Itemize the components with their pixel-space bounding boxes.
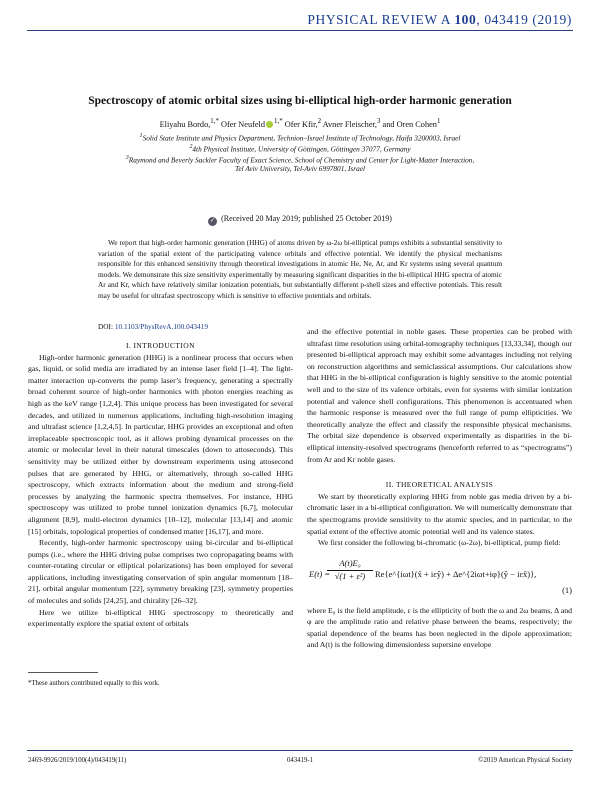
doi-label: DOI: bbox=[98, 322, 115, 331]
affiliation-text: 4th Physical Institute, University of Göttingen, Göttingen 37077, Germany bbox=[192, 144, 411, 154]
footer-copyright: ©2019 American Physical Society bbox=[478, 757, 572, 764]
footer-rule bbox=[27, 750, 573, 751]
paragraph: Recently, high-order harmonic spectroscopy using bi-circular and bi-elliptical pumps (i.e., where the HHG driving pulse comprises two copropagating beams with counter-rotating circular or elliptical polarizations) has been employed for several applications, including investigating conservation of spin angular momentum [18–21], orbital angular momentum [22], symmetry breaking [23], symmetry properties of molecules and solids [24,25], and chirality [26–32]. bbox=[28, 538, 293, 606]
header-rule bbox=[27, 30, 573, 31]
author-neufeld[interactable]: Ofer Neufeld bbox=[221, 119, 266, 129]
journal-header bbox=[307, 12, 572, 28]
paragraph: and the effective potential in noble gases. These properties can be probed with ultrafast time resolution using orbital-tomography techniques [13,33,34], though our presented bi-elliptical approach may exhibit some advantages including not relying on reconstruction algorithms and semiclassical assumptions. Our calculations show that HHG in the bi-elliptical configuration is highly sensitive to the atomic potential well and to the size of its valence orbitals, even for systems with similar ionization potential and valence shell configurations. This phenomenon is accentuated when the harmonic response is measured over the full range of pump ellipticities. We theoretically analyze the effect and classify the responsible physical mechanisms. The orbital size dependence is observed experimentally as disparities in the bi-elliptical intensity-resolved spectrograms (henceforth referred to as “spectrograms”) from Ar and Kr noble gases. bbox=[307, 327, 572, 464]
affiliation-text: Tel Aviv University, Tel-Aviv 6997801, Israel bbox=[234, 164, 366, 173]
equation-numerator: A(t)E₀ bbox=[327, 558, 373, 572]
paragraph: We first consider the following bi-chromatic (ω-2ω), bi-elliptical, pump field: bbox=[318, 538, 561, 548]
affiliation-number: 3 bbox=[125, 155, 129, 161]
author-fleischer[interactable]: Avner Fleischer, bbox=[322, 119, 378, 129]
footnote-rule bbox=[28, 672, 98, 673]
author-bordo[interactable]: Eliyahu Bordo, bbox=[159, 119, 211, 129]
equation-lhs: E(t) = bbox=[309, 568, 331, 579]
author-mark: 3 bbox=[377, 118, 381, 125]
abstract: We report that high-order harmonic generation (HHG) of atoms driven by ω-2ω bi-elliptical pumps exhibits a substantial sensitivity to variation of the spatial extent of the participating valence orbitals and effective potential. We identify the physical mechanisms responsible for this enhanced sensitivity through theoretical investigations in atomic He, Ne, Ar, and Kr systems using several quantum models. We demonstrate this size sensitivity experimentally by measuring significant disparities in the bi-elliptical HHG spectra of atomic Ar and Kr, which have relatively similar ionization potentials, but substantially different p-shell sizes and effective potentials. This result may be useful for ultrafast spectroscopy which is sensitive to effective potentials and orbitals. bbox=[98, 238, 502, 300]
article-info: , 043419 (2019) bbox=[476, 12, 572, 27]
paragraph: where E₀ is the field amplitude, ε is the ellipticity of both the ω and 2ω beams, Δ and φ are the amplitude ratio and relative phase between the beams, respectively; the spatial dependence of the beams has been neglected in the dipole approximation; and A(t) is the following dimensionless supersine envelope bbox=[307, 605, 572, 650]
section-heading-theoretical-analysis: II. THEORETICAL ANALYSIS bbox=[385, 480, 494, 490]
paper-title: Spectroscopy of atomic orbital sizes using bi-elliptical high-order harmonic generation bbox=[88, 95, 512, 107]
received-dates bbox=[0, 214, 600, 226]
equation-denominator: √(1 + ε²) bbox=[334, 571, 366, 582]
footer-page-number: 043419-1 bbox=[286, 757, 314, 764]
paragraph: We start by theoretically exploring HHG from noble gas media driven by a bi-chromatic laser in a bi-elliptical configuration. We will numerically demonstrate that the spectrograms provide sensitivity to the atomic species, and in particular, to the spatial extent of the effective atomic potential well and its valence states. bbox=[307, 491, 572, 536]
author-list bbox=[0, 118, 600, 129]
affiliation-text: Raymond and Beverly Sackler Faculty of Exact Science, School of Chemistry and Center for Light-Matter Interaction, bbox=[128, 155, 475, 165]
affiliation-text: Solid State Institute and Physics Department, Technion–Israel Institute of Technology, Haifa 3200003, Israel bbox=[142, 133, 461, 143]
equation-fraction bbox=[327, 558, 373, 583]
paragraph: Here we utilize bi-elliptical HHG spectroscopy to theoretically and experimentally explore the spatial extent of orbitals bbox=[28, 607, 293, 629]
author-kfir[interactable]: Ofer Kfir, bbox=[284, 119, 318, 129]
author-mark: 1,* bbox=[210, 118, 219, 125]
doi-line bbox=[98, 322, 208, 331]
orcid-icon[interactable] bbox=[266, 121, 273, 128]
author-cohen[interactable]: and Oren Cohen bbox=[382, 119, 437, 129]
paragraph: High-order harmonic generation (HHG) is a nonlinear process that occurs when gas, liquid, or solid media are irradiated by an intense laser field [1–4]. The light-matter interaction up-converts the pump laser’s frequency, generating a spectrally broad coherent source of high-order harmonics with photon energies reaching as high as the keV range [1,2,4]. This unique process has been investigated for several decades, and utilized in numerous applications, including high-resolution imaging and ultrafast science [1,2,4,5]. In particular, HHG provides an exceptional and often irreplaceable spectroscopic tool, as it allows probing dynamical processes on the atomic or molecular level in their natural timescales (down to attoseconds). This sensitivity may be utilized either by downstream experiments using attosecond pulses that are generated by HHG, or alternatively, through so-called HHG spectroscopy, which extracts information about the medium and strong-field processes by analyzing the harmonic spectra themselves. For instance, HHG spectroscopy was utilized to probe tunnel ionization dynamics [6,7], molecular alignment [8,9], multi-electron dynamics [10–12], molecular [13,14] and atomic [15] orbitals, topological properties of condensed matter [16,17], and more. bbox=[28, 352, 293, 536]
affiliation-number: 2 bbox=[189, 144, 193, 150]
footer-issn: 2469-9926/2019/100(4)/043419(11) bbox=[28, 757, 127, 764]
doi-link[interactable]: 10.1103/PhysRevA.100.043419 bbox=[114, 322, 209, 331]
crossmark-icon[interactable]: ✓ bbox=[210, 218, 216, 224]
footnote: *These authors contributed equally to this work. bbox=[28, 680, 160, 687]
affiliation-number: 1 bbox=[139, 133, 143, 139]
equation-number: (1) bbox=[562, 584, 572, 595]
author-mark: 1,* bbox=[274, 118, 283, 125]
affiliation bbox=[60, 164, 540, 174]
author-mark: 2 bbox=[317, 118, 322, 125]
right-column bbox=[307, 326, 572, 651]
journal-name: PHYSICAL REVIEW A bbox=[307, 12, 451, 27]
received-text: (Received 20 May 2019; published 25 October 2019) bbox=[221, 214, 392, 223]
left-column bbox=[28, 340, 293, 630]
journal-volume: 100 bbox=[454, 12, 477, 27]
equation-1 bbox=[307, 555, 572, 603]
equation-body: Re{e^{iωt}(x̂ + iεŷ) + Δe^{2iωt+iφ}(ŷ − iεx̂)}, bbox=[375, 568, 537, 579]
section-heading-introduction: I. INTRODUCTION bbox=[126, 341, 195, 350]
author-mark: 1 bbox=[436, 118, 441, 125]
